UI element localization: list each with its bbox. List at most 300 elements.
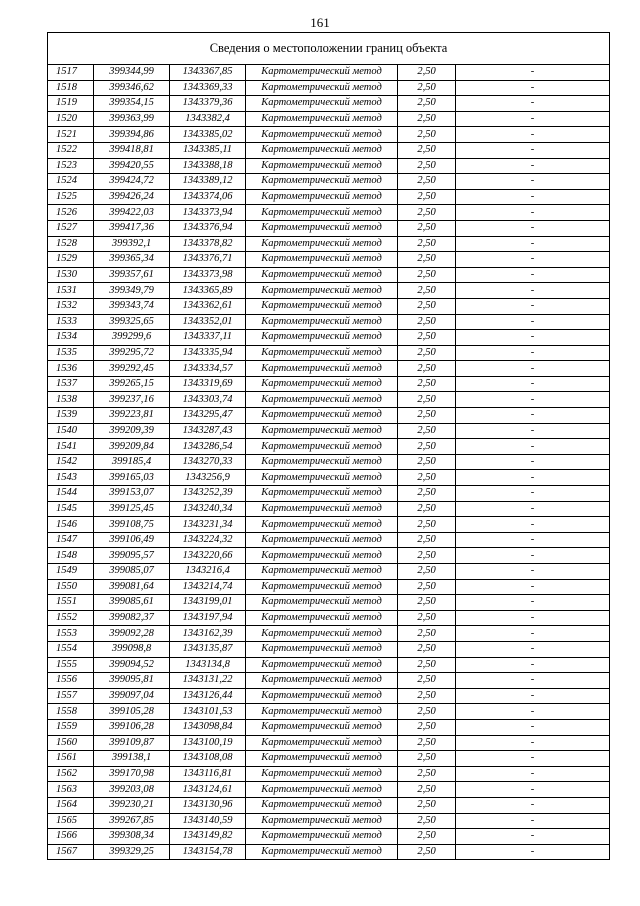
y-coordinate-cell: 1343130,96 — [170, 797, 246, 813]
table-row — [48, 423, 610, 439]
description-cell: - — [456, 205, 610, 221]
x-coordinate-cell: 399095,81 — [94, 673, 170, 689]
x-coordinate-cell: 399346,62 — [94, 80, 170, 96]
y-coordinate-cell: 1343373,94 — [170, 205, 246, 221]
table-row — [48, 96, 610, 112]
method-cell: Картометрический метод — [246, 127, 398, 143]
method-cell: Картометрический метод — [246, 205, 398, 221]
description-cell: - — [456, 454, 610, 470]
table-row — [48, 252, 610, 268]
point-number-cell: 1562 — [48, 766, 94, 782]
point-number-cell: 1527 — [48, 220, 94, 236]
description-cell: - — [456, 252, 610, 268]
description-cell: - — [456, 610, 610, 626]
description-cell: - — [456, 813, 610, 829]
point-number-cell: 1550 — [48, 579, 94, 595]
table-title: Сведения о местоположении границ объекта — [48, 33, 610, 65]
description-cell: - — [456, 330, 610, 346]
accuracy-cell: 2,50 — [398, 345, 456, 361]
point-number-cell: 1538 — [48, 392, 94, 408]
table-row — [48, 751, 610, 767]
method-cell: Картометрический метод — [246, 96, 398, 112]
accuracy-cell: 2,50 — [398, 782, 456, 798]
y-coordinate-cell: 1343101,53 — [170, 704, 246, 720]
x-coordinate-cell: 399426,24 — [94, 189, 170, 205]
accuracy-cell: 2,50 — [398, 142, 456, 158]
method-cell: Картометрический метод — [246, 517, 398, 533]
accuracy-cell: 2,50 — [398, 595, 456, 611]
method-cell: Картометрический метод — [246, 361, 398, 377]
y-coordinate-cell: 1343252,39 — [170, 486, 246, 502]
x-coordinate-cell: 399125,45 — [94, 501, 170, 517]
y-coordinate-cell: 1343365,89 — [170, 283, 246, 299]
method-cell: Картометрический метод — [246, 595, 398, 611]
accuracy-cell: 2,50 — [398, 704, 456, 720]
point-number-cell: 1551 — [48, 595, 94, 611]
point-number-cell: 1521 — [48, 127, 94, 143]
y-coordinate-cell: 1343231,34 — [170, 517, 246, 533]
description-cell: - — [456, 65, 610, 81]
accuracy-cell: 2,50 — [398, 96, 456, 112]
table-row — [48, 392, 610, 408]
x-coordinate-cell: 399329,25 — [94, 844, 170, 860]
x-coordinate-cell: 399209,39 — [94, 423, 170, 439]
point-number-cell: 1540 — [48, 423, 94, 439]
description-cell: - — [456, 158, 610, 174]
y-coordinate-cell: 1343319,69 — [170, 376, 246, 392]
y-coordinate-cell: 1343256,9 — [170, 470, 246, 486]
y-coordinate-cell: 1343162,39 — [170, 626, 246, 642]
point-number-cell: 1522 — [48, 142, 94, 158]
table-row — [48, 174, 610, 190]
x-coordinate-cell: 399325,65 — [94, 314, 170, 330]
method-cell: Картометрический метод — [246, 376, 398, 392]
x-coordinate-cell: 399223,81 — [94, 408, 170, 424]
method-cell: Картометрический метод — [246, 797, 398, 813]
point-number-cell: 1528 — [48, 236, 94, 252]
method-cell: Картометрический метод — [246, 142, 398, 158]
table-row — [48, 641, 610, 657]
method-cell: Картометрический метод — [246, 174, 398, 190]
description-cell: - — [456, 470, 610, 486]
method-cell: Картометрический метод — [246, 330, 398, 346]
point-number-cell: 1559 — [48, 719, 94, 735]
method-cell: Картометрический метод — [246, 408, 398, 424]
point-number-cell: 1535 — [48, 345, 94, 361]
accuracy-cell: 2,50 — [398, 392, 456, 408]
description-cell: - — [456, 751, 610, 767]
table-row — [48, 564, 610, 580]
x-coordinate-cell: 399097,04 — [94, 688, 170, 704]
y-coordinate-cell: 1343378,82 — [170, 236, 246, 252]
accuracy-cell: 2,50 — [398, 454, 456, 470]
x-coordinate-cell: 399105,28 — [94, 704, 170, 720]
x-coordinate-cell: 399394,86 — [94, 127, 170, 143]
y-coordinate-cell: 1343335,94 — [170, 345, 246, 361]
table-row — [48, 142, 610, 158]
point-number-cell: 1564 — [48, 797, 94, 813]
table-row — [48, 205, 610, 221]
description-cell: - — [456, 127, 610, 143]
x-coordinate-cell: 399295,72 — [94, 345, 170, 361]
accuracy-cell: 2,50 — [398, 423, 456, 439]
point-number-cell: 1549 — [48, 564, 94, 580]
x-coordinate-cell: 399365,34 — [94, 252, 170, 268]
point-number-cell: 1520 — [48, 111, 94, 127]
point-number-cell: 1561 — [48, 751, 94, 767]
method-cell: Картометрический метод — [246, 486, 398, 502]
method-cell: Картометрический метод — [246, 283, 398, 299]
table-row — [48, 501, 610, 517]
y-coordinate-cell: 1343362,61 — [170, 298, 246, 314]
accuracy-cell: 2,50 — [398, 844, 456, 860]
method-cell: Картометрический метод — [246, 564, 398, 580]
method-cell: Картометрический метод — [246, 532, 398, 548]
accuracy-cell: 2,50 — [398, 532, 456, 548]
table-row — [48, 314, 610, 330]
description-cell: - — [456, 844, 610, 860]
y-coordinate-cell: 1343369,33 — [170, 80, 246, 96]
point-number-cell: 1542 — [48, 454, 94, 470]
method-cell: Картометрический метод — [246, 626, 398, 642]
accuracy-cell: 2,50 — [398, 501, 456, 517]
y-coordinate-cell: 1343240,34 — [170, 501, 246, 517]
point-number-cell: 1560 — [48, 735, 94, 751]
x-coordinate-cell: 399085,61 — [94, 595, 170, 611]
y-coordinate-cell: 1343374,06 — [170, 189, 246, 205]
x-coordinate-cell: 399106,49 — [94, 532, 170, 548]
x-coordinate-cell: 399237,16 — [94, 392, 170, 408]
description-cell: - — [456, 579, 610, 595]
x-coordinate-cell: 399349,79 — [94, 283, 170, 299]
description-cell: - — [456, 361, 610, 377]
accuracy-cell: 2,50 — [398, 220, 456, 236]
point-number-cell: 1525 — [48, 189, 94, 205]
table-row — [48, 298, 610, 314]
y-coordinate-cell: 1343126,44 — [170, 688, 246, 704]
table-row — [48, 595, 610, 611]
method-cell: Картометрический метод — [246, 782, 398, 798]
description-cell: - — [456, 673, 610, 689]
x-coordinate-cell: 399085,07 — [94, 564, 170, 580]
page-number: 161 — [310, 15, 330, 30]
table-row — [48, 844, 610, 860]
description-cell: - — [456, 782, 610, 798]
accuracy-cell: 2,50 — [398, 65, 456, 81]
x-coordinate-cell: 399153,07 — [94, 486, 170, 502]
accuracy-cell: 2,50 — [398, 314, 456, 330]
description-cell: - — [456, 423, 610, 439]
x-coordinate-cell: 399265,15 — [94, 376, 170, 392]
method-cell: Картометрический метод — [246, 111, 398, 127]
x-coordinate-cell: 399092,28 — [94, 626, 170, 642]
description-cell: - — [456, 797, 610, 813]
table-row — [48, 579, 610, 595]
y-coordinate-cell: 1343199,01 — [170, 595, 246, 611]
table-row — [48, 345, 610, 361]
description-cell: - — [456, 267, 610, 283]
y-coordinate-cell: 1343100,19 — [170, 735, 246, 751]
table-row — [48, 267, 610, 283]
description-cell: - — [456, 626, 610, 642]
table-row — [48, 111, 610, 127]
method-cell: Картометрический метод — [246, 65, 398, 81]
description-cell: - — [456, 735, 610, 751]
description-cell: - — [456, 719, 610, 735]
y-coordinate-cell: 1343385,02 — [170, 127, 246, 143]
method-cell: Картометрический метод — [246, 501, 398, 517]
method-cell: Картометрический метод — [246, 579, 398, 595]
accuracy-cell: 2,50 — [398, 158, 456, 174]
point-number-cell: 1543 — [48, 470, 94, 486]
description-cell: - — [456, 704, 610, 720]
accuracy-cell: 2,50 — [398, 641, 456, 657]
x-coordinate-cell: 399292,45 — [94, 361, 170, 377]
description-cell: - — [456, 564, 610, 580]
accuracy-cell: 2,50 — [398, 80, 456, 96]
y-coordinate-cell: 1343382,4 — [170, 111, 246, 127]
point-number-cell: 1558 — [48, 704, 94, 720]
y-coordinate-cell: 1343376,94 — [170, 220, 246, 236]
x-coordinate-cell: 399081,64 — [94, 579, 170, 595]
table-row — [48, 330, 610, 346]
method-cell: Картометрический метод — [246, 673, 398, 689]
y-coordinate-cell: 1343124,61 — [170, 782, 246, 798]
method-cell: Картометрический метод — [246, 704, 398, 720]
point-number-cell: 1555 — [48, 657, 94, 673]
point-number-cell: 1552 — [48, 610, 94, 626]
method-cell: Картометрический метод — [246, 688, 398, 704]
point-number-cell: 1530 — [48, 267, 94, 283]
point-number-cell: 1529 — [48, 252, 94, 268]
x-coordinate-cell: 399082,37 — [94, 610, 170, 626]
point-number-cell: 1547 — [48, 532, 94, 548]
description-cell: - — [456, 532, 610, 548]
method-cell: Картометрический метод — [246, 392, 398, 408]
accuracy-cell: 2,50 — [398, 829, 456, 845]
point-number-cell: 1526 — [48, 205, 94, 221]
point-number-cell: 1553 — [48, 626, 94, 642]
x-coordinate-cell: 399422,03 — [94, 205, 170, 221]
x-coordinate-cell: 399308,34 — [94, 829, 170, 845]
x-coordinate-cell: 399108,75 — [94, 517, 170, 533]
description-cell: - — [456, 283, 610, 299]
boundary-coordinates-table — [47, 32, 610, 860]
accuracy-cell: 2,50 — [398, 205, 456, 221]
accuracy-cell: 2,50 — [398, 267, 456, 283]
point-number-cell: 1548 — [48, 548, 94, 564]
point-number-cell: 1541 — [48, 439, 94, 455]
y-coordinate-cell: 1343379,36 — [170, 96, 246, 112]
accuracy-cell: 2,50 — [398, 283, 456, 299]
x-coordinate-cell: 399418,81 — [94, 142, 170, 158]
point-number-cell: 1544 — [48, 486, 94, 502]
point-number-cell: 1523 — [48, 158, 94, 174]
table-row — [48, 673, 610, 689]
x-coordinate-cell: 399106,28 — [94, 719, 170, 735]
accuracy-cell: 2,50 — [398, 657, 456, 673]
method-cell: Картометрический метод — [246, 813, 398, 829]
x-coordinate-cell: 399299,6 — [94, 330, 170, 346]
y-coordinate-cell: 1343376,71 — [170, 252, 246, 268]
description-cell: - — [456, 439, 610, 455]
y-coordinate-cell: 1343270,33 — [170, 454, 246, 470]
method-cell: Картометрический метод — [246, 829, 398, 845]
point-number-cell: 1554 — [48, 641, 94, 657]
x-coordinate-cell: 399095,57 — [94, 548, 170, 564]
point-number-cell: 1556 — [48, 673, 94, 689]
point-number-cell: 1567 — [48, 844, 94, 860]
accuracy-cell: 2,50 — [398, 797, 456, 813]
method-cell: Картометрический метод — [246, 470, 398, 486]
method-cell: Картометрический метод — [246, 314, 398, 330]
x-coordinate-cell: 399109,87 — [94, 735, 170, 751]
x-coordinate-cell: 399165,03 — [94, 470, 170, 486]
accuracy-cell: 2,50 — [398, 579, 456, 595]
x-coordinate-cell: 399344,99 — [94, 65, 170, 81]
point-number-cell: 1545 — [48, 501, 94, 517]
point-number-cell: 1557 — [48, 688, 94, 704]
accuracy-cell: 2,50 — [398, 517, 456, 533]
point-number-cell: 1534 — [48, 330, 94, 346]
accuracy-cell: 2,50 — [398, 813, 456, 829]
table-row — [48, 80, 610, 96]
table-row — [48, 517, 610, 533]
method-cell: Картометрический метод — [246, 236, 398, 252]
method-cell: Картометрический метод — [246, 267, 398, 283]
table-row — [48, 626, 610, 642]
accuracy-cell: 2,50 — [398, 174, 456, 190]
y-coordinate-cell: 1343352,01 — [170, 314, 246, 330]
description-cell: - — [456, 829, 610, 845]
y-coordinate-cell: 1343287,43 — [170, 423, 246, 439]
method-cell: Картометрический метод — [246, 657, 398, 673]
method-cell: Картометрический метод — [246, 766, 398, 782]
table-title-row — [48, 33, 610, 65]
method-cell: Картометрический метод — [246, 423, 398, 439]
accuracy-cell: 2,50 — [398, 111, 456, 127]
description-cell: - — [456, 111, 610, 127]
x-coordinate-cell: 399203,08 — [94, 782, 170, 798]
table-row — [48, 189, 610, 205]
point-number-cell: 1524 — [48, 174, 94, 190]
y-coordinate-cell: 1343214,74 — [170, 579, 246, 595]
table-row — [48, 813, 610, 829]
description-cell: - — [456, 174, 610, 190]
point-number-cell: 1519 — [48, 96, 94, 112]
method-cell: Картометрический метод — [246, 641, 398, 657]
y-coordinate-cell: 1343303,74 — [170, 392, 246, 408]
y-coordinate-cell: 1343116,81 — [170, 766, 246, 782]
x-coordinate-cell: 399343,74 — [94, 298, 170, 314]
x-coordinate-cell: 399417,36 — [94, 220, 170, 236]
point-number-cell: 1536 — [48, 361, 94, 377]
description-cell: - — [456, 96, 610, 112]
accuracy-cell: 2,50 — [398, 626, 456, 642]
point-number-cell: 1537 — [48, 376, 94, 392]
description-cell: - — [456, 392, 610, 408]
description-cell: - — [456, 376, 610, 392]
x-coordinate-cell: 399392,1 — [94, 236, 170, 252]
table-row — [48, 361, 610, 377]
description-cell: - — [456, 80, 610, 96]
y-coordinate-cell: 1343388,18 — [170, 158, 246, 174]
description-cell: - — [456, 657, 610, 673]
table-row — [48, 236, 610, 252]
description-cell: - — [456, 688, 610, 704]
accuracy-cell: 2,50 — [398, 127, 456, 143]
accuracy-cell: 2,50 — [398, 766, 456, 782]
y-coordinate-cell: 1343131,22 — [170, 673, 246, 689]
y-coordinate-cell: 1343216,4 — [170, 564, 246, 580]
y-coordinate-cell: 1343154,78 — [170, 844, 246, 860]
table-row — [48, 532, 610, 548]
method-cell: Картометрический метод — [246, 345, 398, 361]
y-coordinate-cell: 1343334,57 — [170, 361, 246, 377]
accuracy-cell: 2,50 — [398, 408, 456, 424]
method-cell: Картометрический метод — [246, 80, 398, 96]
y-coordinate-cell: 1343295,47 — [170, 408, 246, 424]
method-cell: Картометрический метод — [246, 751, 398, 767]
accuracy-cell: 2,50 — [398, 735, 456, 751]
table-row — [48, 376, 610, 392]
method-cell: Картометрический метод — [246, 719, 398, 735]
x-coordinate-cell: 399138,1 — [94, 751, 170, 767]
point-number-cell: 1563 — [48, 782, 94, 798]
accuracy-cell: 2,50 — [398, 751, 456, 767]
table-row — [48, 782, 610, 798]
table-row — [48, 65, 610, 81]
table-row — [48, 829, 610, 845]
table-row — [48, 548, 610, 564]
table-row — [48, 688, 610, 704]
description-cell: - — [456, 548, 610, 564]
description-cell: - — [456, 641, 610, 657]
table-row — [48, 470, 610, 486]
accuracy-cell: 2,50 — [398, 236, 456, 252]
table-row — [48, 735, 610, 751]
accuracy-cell: 2,50 — [398, 610, 456, 626]
method-cell: Картометрический метод — [246, 252, 398, 268]
description-cell: - — [456, 517, 610, 533]
accuracy-cell: 2,50 — [398, 548, 456, 564]
description-cell: - — [456, 501, 610, 517]
accuracy-cell: 2,50 — [398, 439, 456, 455]
description-cell: - — [456, 142, 610, 158]
accuracy-cell: 2,50 — [398, 470, 456, 486]
y-coordinate-cell: 1343134,8 — [170, 657, 246, 673]
y-coordinate-cell: 1343286,54 — [170, 439, 246, 455]
table-row — [48, 127, 610, 143]
x-coordinate-cell: 399267,85 — [94, 813, 170, 829]
x-coordinate-cell: 399424,72 — [94, 174, 170, 190]
description-cell: - — [456, 345, 610, 361]
description-cell: - — [456, 408, 610, 424]
accuracy-cell: 2,50 — [398, 564, 456, 580]
method-cell: Картометрический метод — [246, 844, 398, 860]
accuracy-cell: 2,50 — [398, 361, 456, 377]
table-row — [48, 408, 610, 424]
table-row — [48, 283, 610, 299]
y-coordinate-cell: 1343197,94 — [170, 610, 246, 626]
description-cell: - — [456, 486, 610, 502]
point-number-cell: 1566 — [48, 829, 94, 845]
y-coordinate-cell: 1343149,82 — [170, 829, 246, 845]
description-cell: - — [456, 298, 610, 314]
y-coordinate-cell: 1343224,32 — [170, 532, 246, 548]
point-number-cell: 1546 — [48, 517, 94, 533]
y-coordinate-cell: 1343385,11 — [170, 142, 246, 158]
